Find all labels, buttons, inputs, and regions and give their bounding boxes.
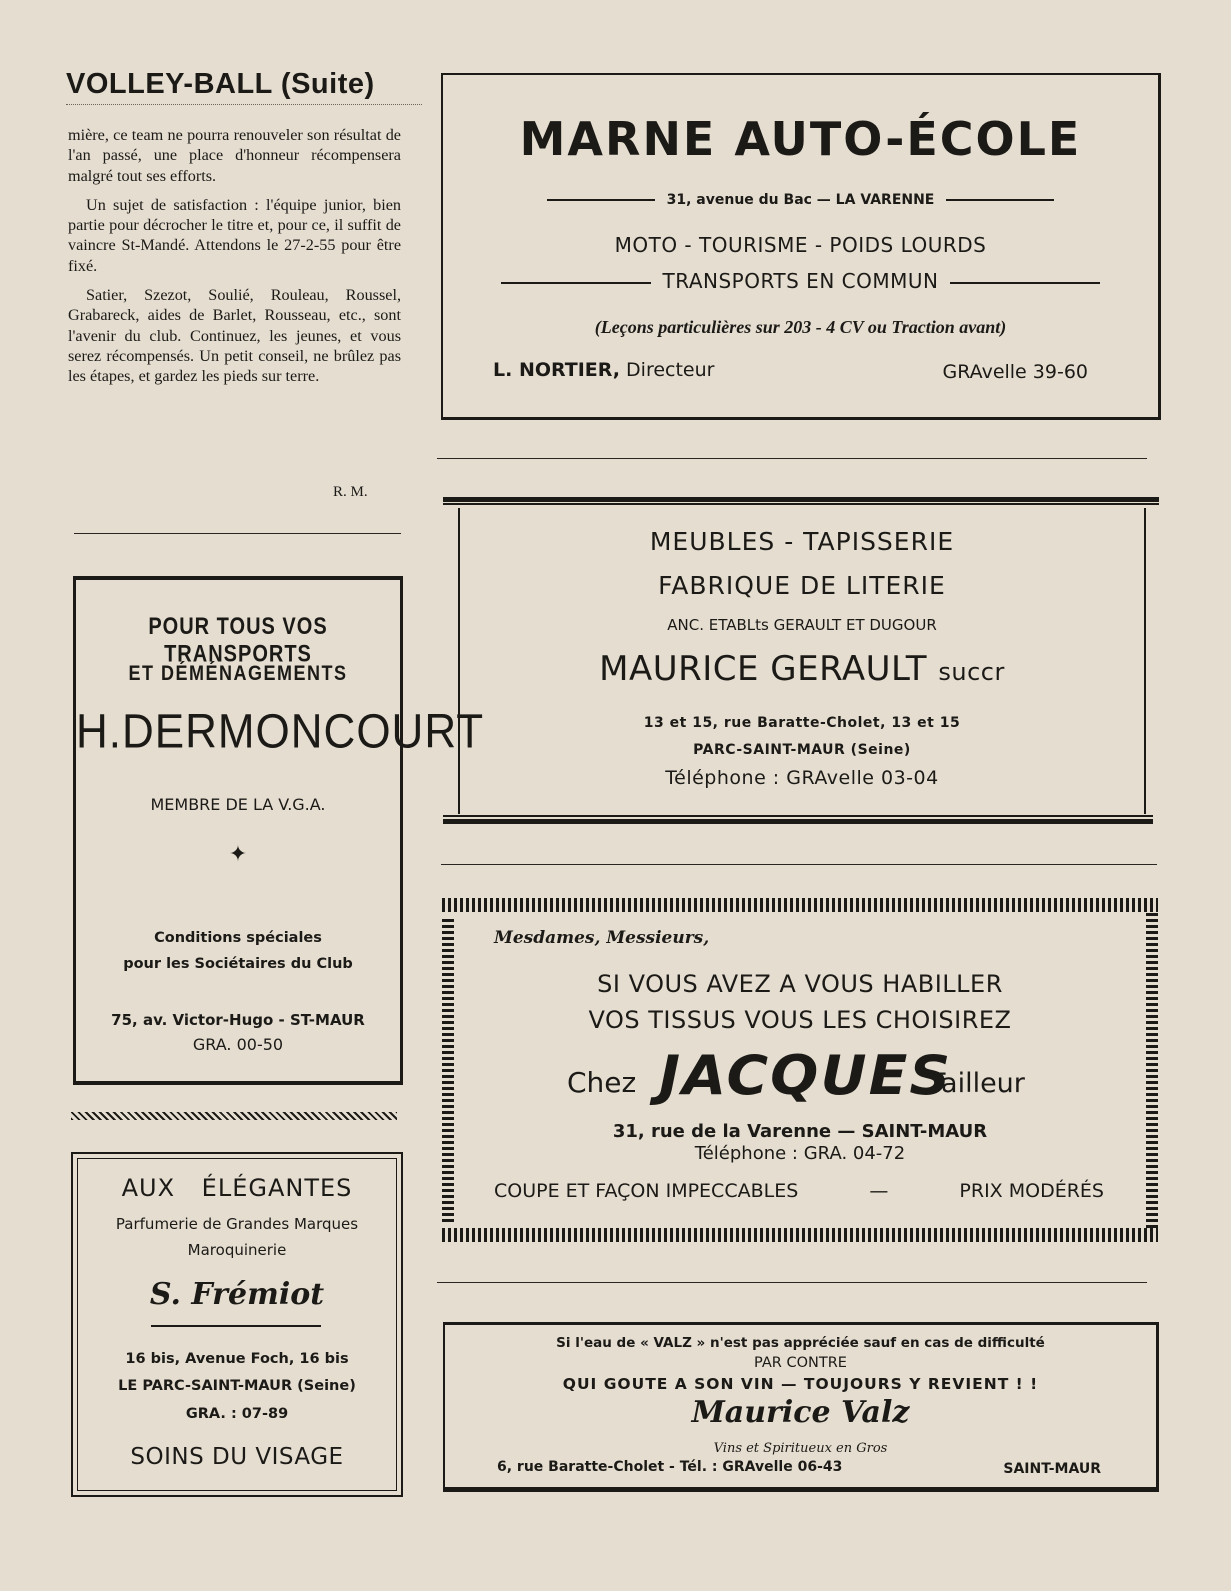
ad-city: SAINT-MAUR (1003, 1461, 1101, 1477)
ad-greeting: Mesdames, Messieurs, (494, 928, 710, 948)
ad-phone: GRAvelle 39-60 (942, 361, 1088, 383)
ad-line: SI VOUS AVEZ A VOUS HABILLER (597, 970, 1003, 998)
hatched-border (1146, 912, 1158, 1228)
ad-address (443, 192, 1158, 208)
ad-city: PARC-SAINT-MAUR (Seine) (693, 742, 911, 758)
ad-trade: Vins et Spiritueux en Gros (713, 1441, 888, 1456)
hatched-border (442, 898, 1158, 912)
ad-line: VOS TISSUS VOUS LES CHOISIREZ (588, 1006, 1012, 1034)
ad-title: MEUBLES - TAPISSERIE (649, 527, 955, 556)
ad-address: 13 et 15, rue Baratte-Cholet, 13 et 15 (643, 715, 961, 731)
ad-brand-name: JACQUES (659, 1044, 953, 1107)
ad-meubles-tapisserie (458, 508, 1146, 814)
hatched-border (442, 1228, 1158, 1242)
ad-conditions: pour les Sociétaires du Club (123, 956, 353, 972)
ad-line: PAR CONTRE (754, 1355, 847, 1371)
article-paragraph: Un sujet de satisfaction : l'équipe junior, bien partie pour décrocher le titre et, pour ce, il suffit de vaincre St-Mandé. Attendons le 27-2-55 pour être fixé. (68, 195, 401, 275)
article-signature: R. M. (333, 484, 368, 500)
ad-phone: GRA. 00-50 (192, 1035, 284, 1054)
ad-line: Maroquinerie (187, 1241, 287, 1259)
ad-owner (460, 649, 1144, 689)
ad-line: Si l'eau de « VALZ » n'est pas appréciée sauf en cas de difficulté (556, 1335, 1045, 1351)
ad-service: SOINS DU VISAGE (130, 1444, 344, 1470)
director-title: Directeur (626, 359, 715, 381)
rule-line (950, 282, 1100, 284)
tagline-left: COUPE ET FAÇON IMPECCABLES (494, 1180, 799, 1202)
ad-director (493, 359, 714, 381)
ad-title: MARNE AUTO-ÉCOLE (519, 112, 1082, 166)
address-text: 31, avenue du Bac — LA VARENNE (666, 192, 935, 208)
frame-bar (443, 497, 1159, 502)
title-underline (66, 104, 422, 105)
ad-subtitle: FABRIQUE DE LITERIE (658, 571, 946, 600)
ad-address: 31, rue de la Varenne — SAINT-MAUR (612, 1121, 988, 1142)
ad-title: POUR TOUS VOS TRANSPORTS (148, 613, 328, 668)
owner-name: MAURICE GERAULT (599, 649, 928, 689)
ad-address: 16 bis, Avenue Foch, 16 bis (125, 1351, 349, 1367)
ad-services-2 (443, 269, 1158, 293)
rule-line (501, 282, 651, 284)
ad-aux-elegantes (71, 1152, 403, 1497)
fleuron-icon: ✦ (228, 842, 248, 867)
name-underline (151, 1325, 321, 1327)
ad-brand-name: H.DERMONCOURT (76, 704, 485, 759)
article-body (68, 125, 401, 396)
ad-profession: Tailleur (929, 1068, 1025, 1099)
ad-brand-name: S. Frémiot (149, 1277, 325, 1312)
services-text: TRANSPORTS EN COMMUN (662, 269, 939, 293)
ad-phone: Téléphone : GRA. 04-72 (694, 1143, 906, 1164)
ad-former-name: ANC. ETABLts GERAULT ET DUGOUR (667, 616, 937, 634)
ad-address: 6, rue Baratte-Cholet - Tél. : GRAvelle 06-43 (497, 1459, 843, 1475)
ad-membership: MEMBRE DE LA V.G.A. (150, 795, 326, 814)
article-title: VOLLEY-BALL (Suite) (66, 68, 375, 100)
ad-subtitle: ET DÉMÉNAGEMENTS (128, 660, 348, 685)
ad-lessons: (Leçons particulières sur 203 - 4 CV ou Traction avant) (594, 317, 1007, 337)
ad-maurice-valz (443, 1322, 1159, 1492)
hatched-border (442, 918, 454, 1222)
ad-title: AUX ÉLÉGANTES (121, 1174, 353, 1202)
ad-line: Parfumerie de Grandes Marques (115, 1215, 359, 1233)
divider (437, 458, 1147, 459)
ad-tagline (494, 1180, 1104, 1202)
ad-marne-auto-ecole (441, 73, 1161, 420)
frame-bar (443, 503, 1159, 505)
ad-slogan: QUI GOUTE A SON VIN — TOUJOURS Y REVIENT ! ! (562, 1375, 1039, 1393)
ad-phone: GRA. : 07-89 (185, 1406, 289, 1422)
ad-phone: Téléphone : GRAvelle 03-04 (665, 767, 939, 789)
ad-chez: Chez (567, 1066, 637, 1099)
article-paragraph: mière, ce team ne pourra renouveler son résultat de l'an passé, une place d'honneur récompensera malgré tout ses efforts. (68, 126, 401, 185)
ad-jacques-tailleur (442, 898, 1158, 1246)
tagline-right: PRIX MODÉRÉS (959, 1180, 1104, 1202)
divider (74, 533, 401, 534)
director-name: L. NORTIER, (493, 359, 620, 381)
tagline-dash: — (869, 1180, 889, 1202)
decorative-divider (71, 1112, 397, 1120)
rule-line (547, 199, 655, 201)
rule-line (946, 199, 1054, 201)
divider (441, 864, 1157, 865)
article-paragraph: Satier, Szezot, Soulié, Rouleau, Roussel, Grabareck, aides de Barlet, Rousseau, etc., sont l'avenir du club. Continuez, les jeunes, et vous serez récompensés. Un petit conseil, ne brûlez pas les étapes, et gardez les pieds sur terre. (68, 286, 401, 386)
ad-conditions: Conditions spéciales (154, 930, 322, 946)
owner-suffix: succr (938, 658, 1005, 686)
ad-address: 75, av. Victor-Hugo - ST-MAUR (111, 1011, 365, 1029)
ad-dermoncourt (73, 576, 485, 1085)
frame-bar (443, 815, 1153, 817)
divider (437, 1282, 1147, 1283)
frame-bar (443, 819, 1153, 824)
ad-services: MOTO - TOURISME - POIDS LOURDS (614, 233, 987, 257)
ad-city: LE PARC-SAINT-MAUR (Seine) (118, 1378, 356, 1394)
ad-brand-name: Maurice Valz (691, 1395, 910, 1430)
